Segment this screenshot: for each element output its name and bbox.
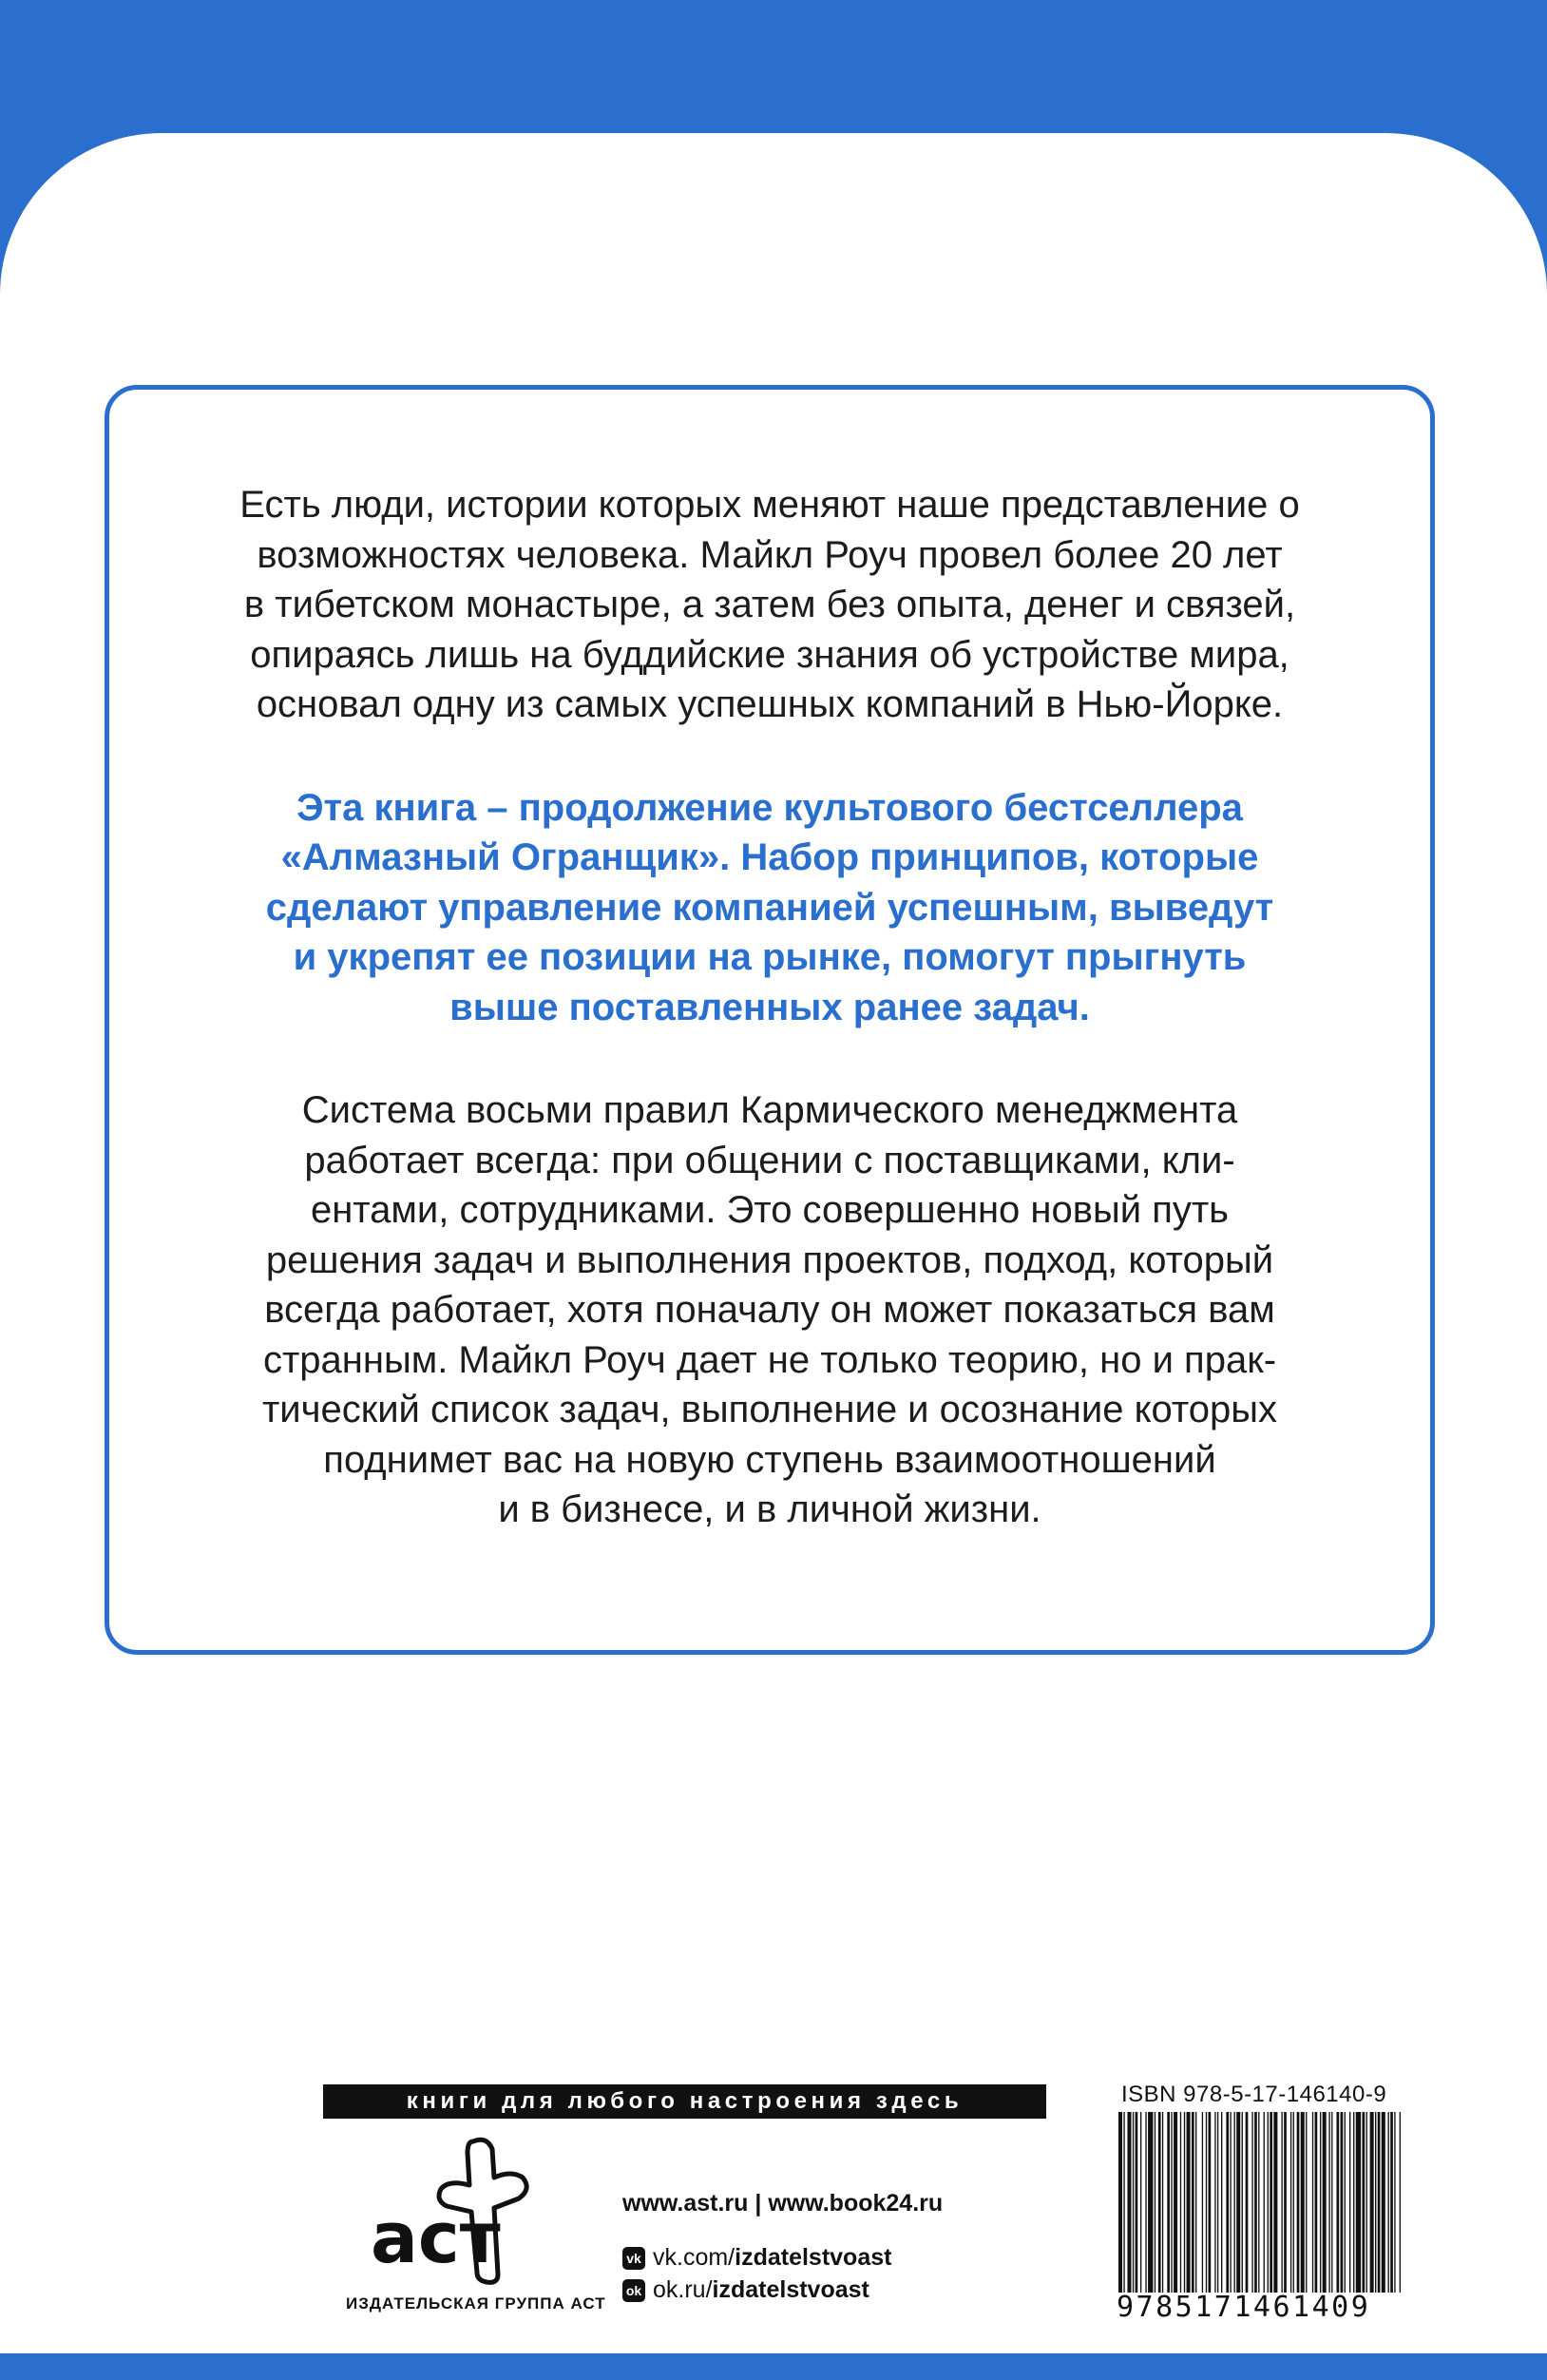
ok-link[interactable] [622,2276,869,2304]
barcode-bar [1133,2112,1134,2293]
barcode-bar [1341,2112,1344,2293]
barcode-bar [1246,2112,1249,2293]
barcode-bar [1337,2112,1340,2293]
barcode-bar [1123,2112,1124,2293]
barcode-bar [1258,2112,1259,2293]
barcode-bar [1363,2112,1366,2293]
barcode-bar [1370,2112,1374,2293]
publisher-name: ИЗДАТЕЛЬСКАЯ ГРУППА АСТ [346,2294,606,2313]
barcode-bar [1297,2112,1300,2293]
barcode-bar [1234,2112,1235,2293]
barcode-bar [1356,2112,1361,2293]
barcode-bar [1349,2112,1350,2293]
barcode-bar [1281,2112,1282,2293]
barcode-bar [1293,2112,1294,2293]
barcode-bar [1270,2112,1272,2293]
barcode-bar [1195,2112,1196,2293]
barcode-bar [1268,2112,1269,2293]
barcode-bar [1202,2112,1203,2293]
barcode-bar [1145,2112,1146,2293]
barcode-bar [1273,2112,1277,2293]
ok-handle: izdatelstvoast [712,2276,869,2303]
description-highlight: Эта книга – продолжение культового бестселлера «Алмазный Огранщик». Набор принципов, которые сделают управление компанией успешным, выведут и укрепят ее позиции на рынке, помогут прыгнуть выше поставленных ранее задач. [265,786,1274,1028]
barcode-bar [1375,2112,1376,2293]
barcode [1117,2112,1402,2293]
barcode-bar [1394,2112,1395,2293]
slogan-bar: книги для любого настроения здесь [323,2084,1046,2119]
barcode-bar [1214,2112,1215,2293]
description-box [105,385,1435,1655]
barcode-bar [1209,2112,1212,2293]
barcode-bar [1171,2112,1172,2293]
barcode-bar [1331,2112,1332,2293]
barcode-bar [1192,2112,1194,2293]
barcode-bar [1400,2112,1401,2293]
vk-link[interactable] [622,2244,891,2272]
barcode-bar [1251,2112,1252,2293]
barcode-bar [1187,2112,1191,2293]
barcode-bar [1382,2112,1385,2293]
barcode-bar [1184,2112,1185,2293]
barcode-bar [1290,2112,1291,2293]
barcode-bar [1206,2112,1207,2293]
barcode-bar [1390,2112,1393,2293]
barcode-bar [1306,2112,1307,2293]
barcode-bar [1378,2112,1381,2293]
barcode-bar [1158,2112,1161,2293]
barcode-bar [1136,2112,1138,2293]
barcode-bar [1345,2112,1346,2293]
barcode-bar [1167,2112,1170,2293]
barcode-bar [1180,2112,1181,2293]
barcode-bar [1388,2112,1389,2293]
ast-logo [352,2134,542,2286]
barcode-bar [1162,2112,1163,2293]
blue-bottom-strip [0,2353,1547,2380]
barcode-number: 9785171461409 [1117,2291,1371,2324]
description-paragraph-1: Есть люди, истории которых меняют наше представление о возможностях человека. Майкл Роуч провел более 20 лет в тибетском монастыре, а затем без опыта, денег и связей, опираясь лишь на буддийские знания об устройстве мира, основал одну из самых успешных компаний в Нью-Йорке. [239,484,1300,725]
barcode-bar [1230,2112,1231,2293]
barcode-bar [1312,2112,1313,2293]
barcode-bar [1221,2112,1222,2293]
barcode-bar [1118,2112,1122,2293]
isbn-label: ISBN 978-5-17-146140-9 [1121,2082,1387,2107]
barcode-bar [1353,2112,1354,2293]
barcode-bar [1320,2112,1321,2293]
barcode-bar [1226,2112,1229,2293]
barcode-bar [1366,2112,1367,2293]
barcode-bar [1127,2112,1131,2293]
barcode-bar [1328,2112,1329,2293]
vk-handle: izdatelstvoast [735,2244,892,2271]
vk-prefix: vk.com/ [653,2244,735,2271]
ok-icon: ok [622,2279,645,2302]
website-links[interactable]: www.ast.ru | www.book24.ru [622,2190,944,2217]
barcode-bar [1217,2112,1218,2293]
barcode-bar [1140,2112,1141,2293]
barcode-bar [1236,2112,1240,2293]
barcode-bar [1284,2112,1287,2293]
barcode-bar [1242,2112,1243,2293]
barcode-bar [1264,2112,1265,2293]
vk-icon: vk [622,2247,645,2270]
ok-prefix: ok.ru/ [653,2276,713,2303]
barcode-bar [1323,2112,1327,2293]
description-paragraph-3: Система восьми правил Кармического менеджмента работает всегда: при общении с поставщиками, кли- ентами, сотрудниками. Это совершенно новый путь решения задач и выполнения проектов, подход, который всегда работает, хотя поначалу он может показаться вам странным. Майкл Роуч дает не только теорию, но и прак- тический список задач, выполнение и осознание которых поднимет вас на новую ступень взаимоотношений и в бизнесе, и в личной жизни. [261,1089,1278,1530]
svg-text:аст: аст [371,2198,501,2279]
barcode-bar [1301,2112,1305,2293]
barcode-bar [1174,2112,1177,2293]
barcode-bar [1315,2112,1318,2293]
barcode-bar [1148,2112,1153,2293]
barcode-bar [1254,2112,1257,2293]
